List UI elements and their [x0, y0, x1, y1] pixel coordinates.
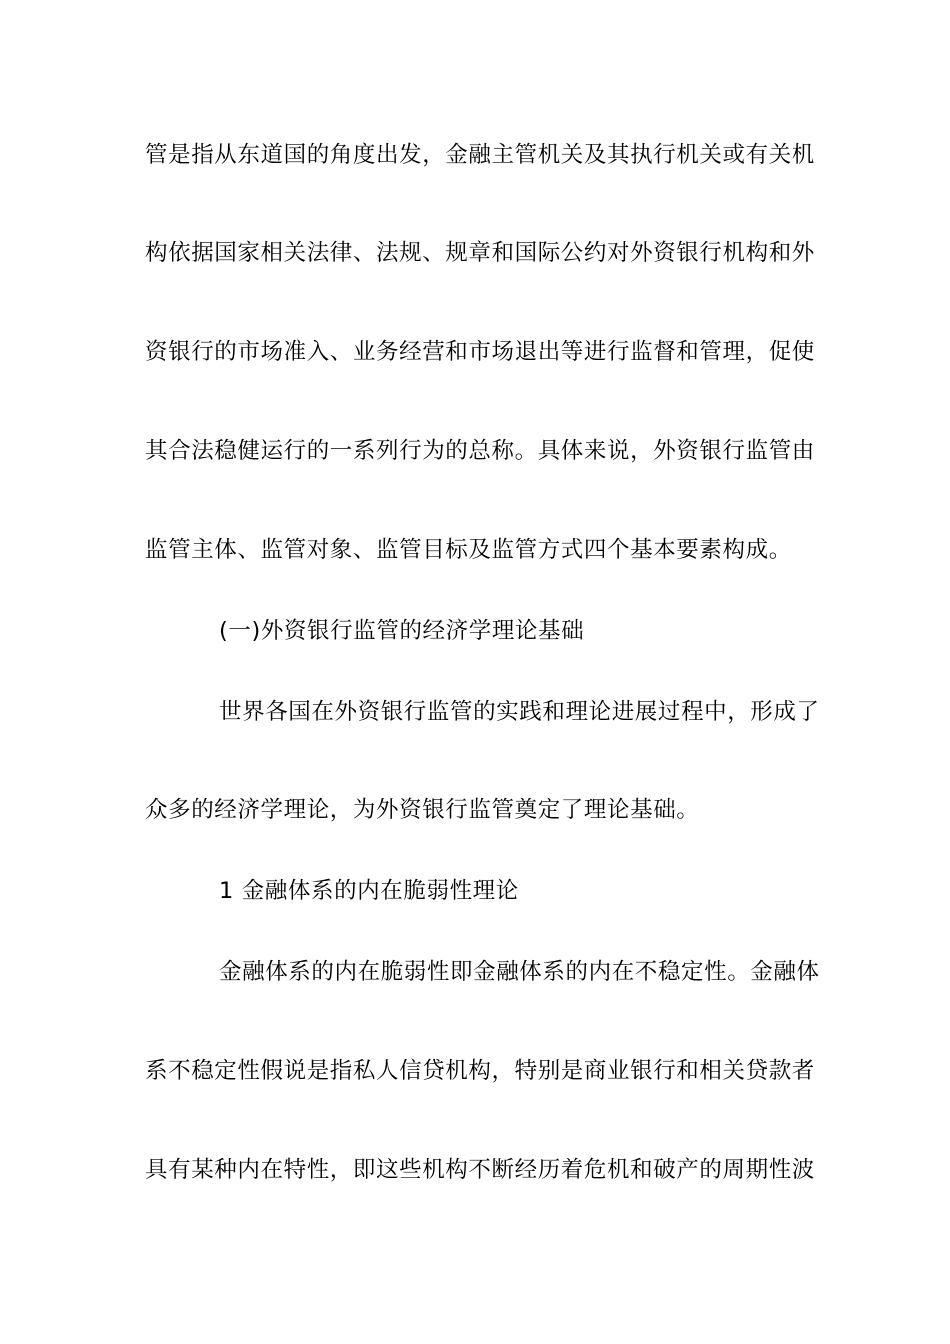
paragraph-line: 众多的经济学理论，为外资银行监管奠定了理论基础。	[145, 797, 700, 823]
section-heading: (一)外资银行监管的经济学理论基础	[219, 618, 585, 644]
subsection-heading: 1 金融体系的内在脆弱性理论	[219, 878, 519, 904]
paragraph-line: 其合法稳健运行的一系列行为的总称。具体来说，外资银行监管由	[145, 438, 815, 464]
paragraph-line: 监管主体、监管对象、监管目标及监管方式四个基本要素构成。	[145, 537, 792, 563]
paragraph-line: 世界各国在外资银行监管的实践和理论进展过程中，形成了	[219, 699, 820, 725]
paragraph-line: 管是指从东道国的角度出发，金融主管机关及其执行机关或有关机	[145, 142, 815, 168]
paragraph-line: 金融体系的内在脆弱性即金融体系的内在不稳定性。金融体	[219, 959, 820, 985]
paragraph-line: 资银行的市场准入、业务经营和市场退出等进行监督和管理，促使	[145, 339, 815, 365]
paragraph-line: 具有某种内在特性，即这些机构不断经历着危机和破产的周期性波	[145, 1157, 815, 1183]
paragraph-line: 构依据国家相关法律、法规、规章和国际公约对外资银行机构和外	[145, 240, 815, 266]
paragraph-line: 系不稳定性假说是指私人信贷机构，特别是商业银行和相关贷款者	[145, 1058, 815, 1084]
